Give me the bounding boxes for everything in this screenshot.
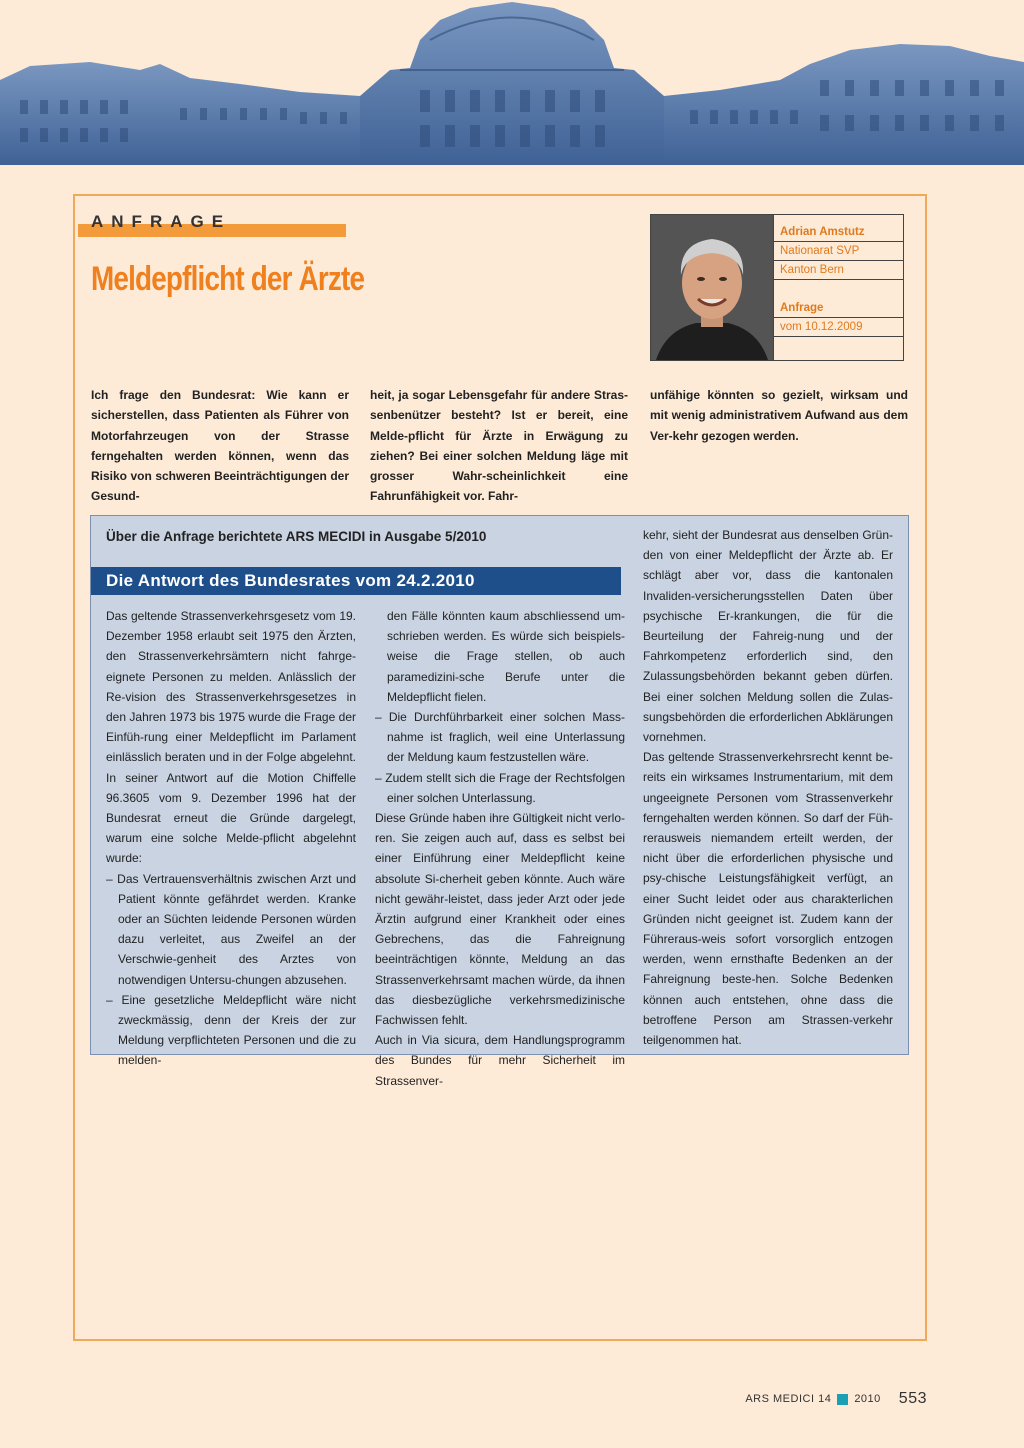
square-icon [837,1394,848,1405]
answer-paragraph: Das geltende Strassenverkehrsgesetz vom 19. Dezember 1958 erlaubt seit 1975 den Ärzten, den Strassenverkehrsämtern nicht fahrge-eignete Personen zu melden. Anlässlich der Re-vision des Strassenverkehrsgesetzes in den Jahren 1973 bis 1975 wurde die Frage der Einfüh-rung einer Meldepflicht im Parlament einlässlich beraten und in der Folge abgelehnt. In seiner Antwort auf die Motion Chiffelle 96.3605 vom 9. Dezember 1996 hat der Bundesrat erneut die Gründe dargelegt, warum eine solche Melde-pflicht abgelehnt wurde: [106,609,356,866]
header-banner [0,0,1024,165]
journal-name: ARS MEDICI 14 [745,1393,832,1405]
author-info [773,215,903,360]
answer-bullet: – Eine gesetzliche Meldepflicht wäre nicht zweckmässig, denn der Kreis der zur Meldung verpflichteten Personen und die zu melden- [106,992,356,1068]
question-text-1: Ich frage den Bundesrat: Wie kann er sicherstellen, dass Patienten als Führer von Motorfahrzeugen von der Strasse ferngehalten werden können, wenn das Risiko von schweren Beeinträchtigungen der Gesund- [91,388,349,504]
page-footer [745,1390,927,1408]
answer-paragraph: den Fälle könnten kaum abschliessend um-schrieben werden. Es würde sich beispiels-weise die Frage stellen, ob auch paramedizini-sche Berufe unter die Meldepflicht fielen. [387,609,625,704]
question-text-3: unfähige könnten so gezielt, wirksam und mit wenig administrativem Aufwand aus dem Ver-kehr gezogen werden. [650,388,908,443]
article-title: Meldepflicht der Ärzte [91,260,365,298]
page-number: 553 [898,1390,927,1407]
report-line: Über die Anfrage berichtete ARS MECIDI in Ausgabe 5/2010 [106,529,487,544]
request-date: vom 10.12.2009 [774,318,904,337]
parliament-building-illustration [0,0,1024,165]
answer-heading: Die Antwort des Bundesrates vom 24.2.2010 [91,567,621,595]
author-name: Adrian Amstutz [774,223,904,242]
answer-paragraph: Auch in Via sicura, dem Handlungsprogramm des Bundes für mehr Sicherheit im Strassenver- [375,1033,625,1088]
answer-column-2 [375,606,625,1091]
answer-bullet: – Das Vertrauensverhältnis zwischen Arzt und Patient könnte gefährdet werden. Kranke oder an Süchten leidende Personen würden dazu verleitet, aus Zweifel an der Verschwie-genheit des Arztes von notwendigen Untersu-chungen abzusehen. [106,871,356,987]
journal-year: 2010 [854,1393,881,1405]
question-column-3 [650,385,908,446]
question-text-2: heit, ja sogar Lebensgefahr für andere Stras-senbenützer besteht? Ist er bereit, eine Melde-pflicht für Ärzte in Erwägung zu ziehen? Bei einer solchen Meldung läge mit grosser Wahr-scheinlichkeit eine Fahrunfähigkeit vor. Fahr- [370,388,628,504]
answer-column-1 [106,606,356,1071]
question-column-2 [370,385,628,507]
author-box [650,214,904,361]
portrait-icon [651,215,773,360]
author-canton: Kanton Bern [774,261,904,280]
answer-column-3 [643,525,893,1050]
answer-bullet: – Die Durchführbarkeit einer solchen Mass-nahme ist fraglich, weil eine Unterlassung der Meldung kaum festzustellen wäre. [375,710,625,765]
answer-paragraph: Diese Gründe haben ihre Gültigkeit nicht verlo-ren. Sie zeigen auch auf, dass es selbst bei einer Einführung einer Meldepflicht keine absolute Si-cherheit geben könnte. Auch wäre nicht gewähr-leistet, dass jeder Arzt oder jede Ärztin aufgrund einer Krankheit oder eines Gebrechens, das die Fahreignung beeinträchtigen könnte, Meldung an das Strassenverkehrsamt machen würde, da ihnen das diesbezügliche verkehrsmedizinische Fachwissen fehlt. [375,811,625,1028]
request-type: Anfrage [774,299,904,318]
author-photo [651,215,773,360]
author-role: Nationarat SVP [774,242,904,261]
question-column-1 [91,385,349,507]
answer-bullet: – Zudem stellt sich die Frage der Rechtsfolgen einer solchen Unterlassung. [375,770,625,805]
answer-paragraph: kehr, sieht der Bundesrat aus denselben Grün-den von einer Meldepflicht der Ärzte ab. Er schlägt aber vor, dass die kantonalen Invaliden-versicherungsstellen Daten über psychische Er-krankungen, die für die Beurteilung der Fahreig-nung und der Fahrkompetenz erforderlich sind, den Zulassungsbehörden bekannt geben dürfen. Bei einer solchen Meldung sollen die Zulas-sungsbehörden die erforderlichen Abklärungen vornehmen. [643,528,893,745]
section-kicker: ANFRAGE [91,212,232,231]
answer-paragraph: Das geltende Strassenverkehrsrecht kennt be-reits ein wirksames Instrumentarium, mit dem ungeeignete Personen vom Strassenverkehr ferngehalten werden können. So darf der Füh-rerausweis niemandem erteilt werden, der nicht über die erforderlichen physische und psy-chische Leistungsfähigkeit verfügt, an einer Sucht leidet oder aus charakterlichen Gründen nicht geeignet ist. Zudem kann der Führeraus-weis sofort vorsorglich entzogen werden, wenn ernsthafte Bedenken an der Fahreignung beste-hen. Solche Bedenken können auch entstehen, ohne dass die betroffene Person am Strassen-verkehr teilgenommen hat. [643,750,893,1048]
